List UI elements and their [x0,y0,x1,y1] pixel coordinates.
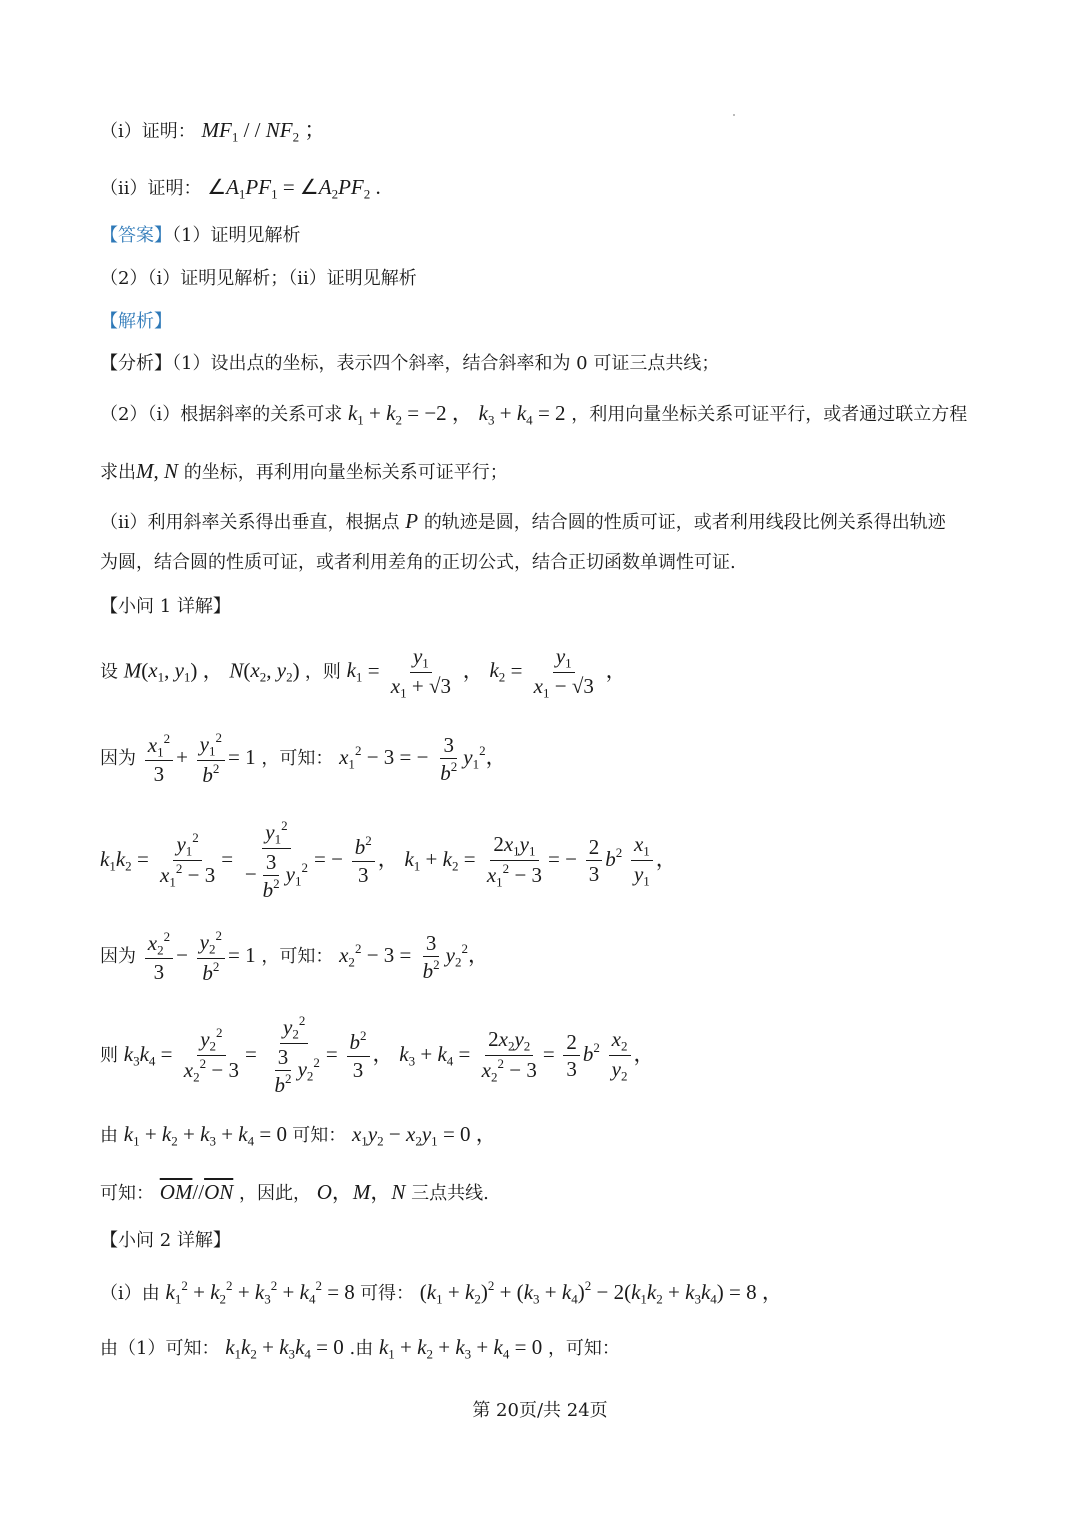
answer-line-2: （2）（i）证明见解析；（ii）证明见解析 [100,268,417,289]
detail-2-eq-2: 由（1）可知： $k_1k_2 + k_3k_4 = 0$ .由 $k_1 + k_2 + k_3 + k_4 = 0$ ，可知： [100,1335,620,1362]
detail-2-eq-1: （i）由 $k_1^2 + k_2^2 + k_3^2 + k_4^2 = 8$ 可得： $(k_1 + k_2)^2 + (k_3 + k_4)^2 - 2(k_1k_2 + k_3k_4) = 8$ ， [100,1278,783,1307]
analysis-tag: 【解析】 [100,311,172,332]
analysis-line-1: 【分析】（1）设出点的坐标，表示四个斜率，结合斜率和为 0 可证三点共线； [100,353,720,374]
detail-2-heading: 【小问 2 详解】 [100,1230,231,1251]
part-i-statement: （i）证明： $MF_1$ / / $NF_2$ ； [100,118,326,145]
detail-1-eq-1: 设 $M(x_1$, $y_1$) ， $N(x_2$, $y_2$) ，则 $k_1$ = $\frac{y_1}{x_1 + √3}$ ， $k_2$ = $\frac{y_1}{x_1 - √3}$ ， [100,644,627,701]
analysis-line-3: 求出M, N 的坐标，再利用向量坐标关系可证平行； [100,459,508,483]
analysis-line-4: （ii）利用斜率关系得出垂直，根据点 P 的轨迹是圆，结合圆的性质可证，或者利用线段比例关系得出轨迹 [100,509,946,533]
page-number: 第 20页/共 24页 [472,1400,608,1421]
analysis-line-2: （2）（i）根据斜率的关系可求 $k_1 + k_2 = -2$ ， $k_3 + k_4 = 2$ ，利用向量坐标关系可证平行，或者通过联立方程 [100,401,968,428]
analysis-line-5: 为圆，结合圆的性质可证，或者利用差角的正切公式，结合正切函数单调性可证. [100,552,736,573]
detail-1-eq-6: 由 $k_1 + k_2 + k_3 + k_4 = 0$ 可知： $x_1y_2 - x_2y_1 = 0$ ， [100,1122,497,1149]
answer-line-1: 【答案】（1）证明见解析 [100,225,301,246]
detail-1-eq-2: 因为 $\frac{x_1^2}{3}$ + $\frac{y_1^2}{b^2}$ = 1 ，可知： $x_1^2 - 3$ = − $\frac{3}{b^2}$ $y_1^2$， [100,730,507,788]
detail-1-eq-3: $k_1k_2$ = $\frac{y_1^2}{x_1^2 - 3}$ = $y_1^2$ − $\frac{3}{b^2}$ $y_1^2$ = − $\frac{b^2}{3}$ ， $k_1 + k_2$ = $\frac{2x_1y_1}{x_1^2 - 3}$ = − $\frac{2}{3}$ $b^2$ $\frac{x_1}{y_1}$ ， [100,818,677,903]
scan-speck [733,114,735,116]
detail-1-conclusion: 可知： $\overline{OM}//\overline{ON}$ ，因此， O，M，N 三点共线. [100,1180,489,1204]
answer-tag: 【答案】 [100,225,172,246]
part-ii-statement: （ii）证明： $\angle A_1PF_1$ = $\angle A_2PF_2$ . [100,175,381,202]
detail-1-eq-5: 则 $k_3k_4$ = $\frac{y_2^2}{x_2^2 - 3}$ = $y_2^2$ $\frac{3}{b^2}$ $y_2^2$ = $\frac{b^2}{3}$ ， $k_3 + k_4$ = $\frac{2x_2y_2}{x_2^2 - 3}$ = $\frac{2}{3}$ $b^2$ $\frac{x_2}{y_2}$ ， [100,1013,655,1098]
detail-1-eq-4: 因为 $\frac{x_2^2}{3}$ − $\frac{y_2^2}{b^2}$ = 1 ，可知： $x_2^2 - 3$ = $\frac{3}{b^2}$ $y_2^2$， [100,928,490,986]
detail-1-heading: 【小问 1 详解】 [100,596,231,617]
